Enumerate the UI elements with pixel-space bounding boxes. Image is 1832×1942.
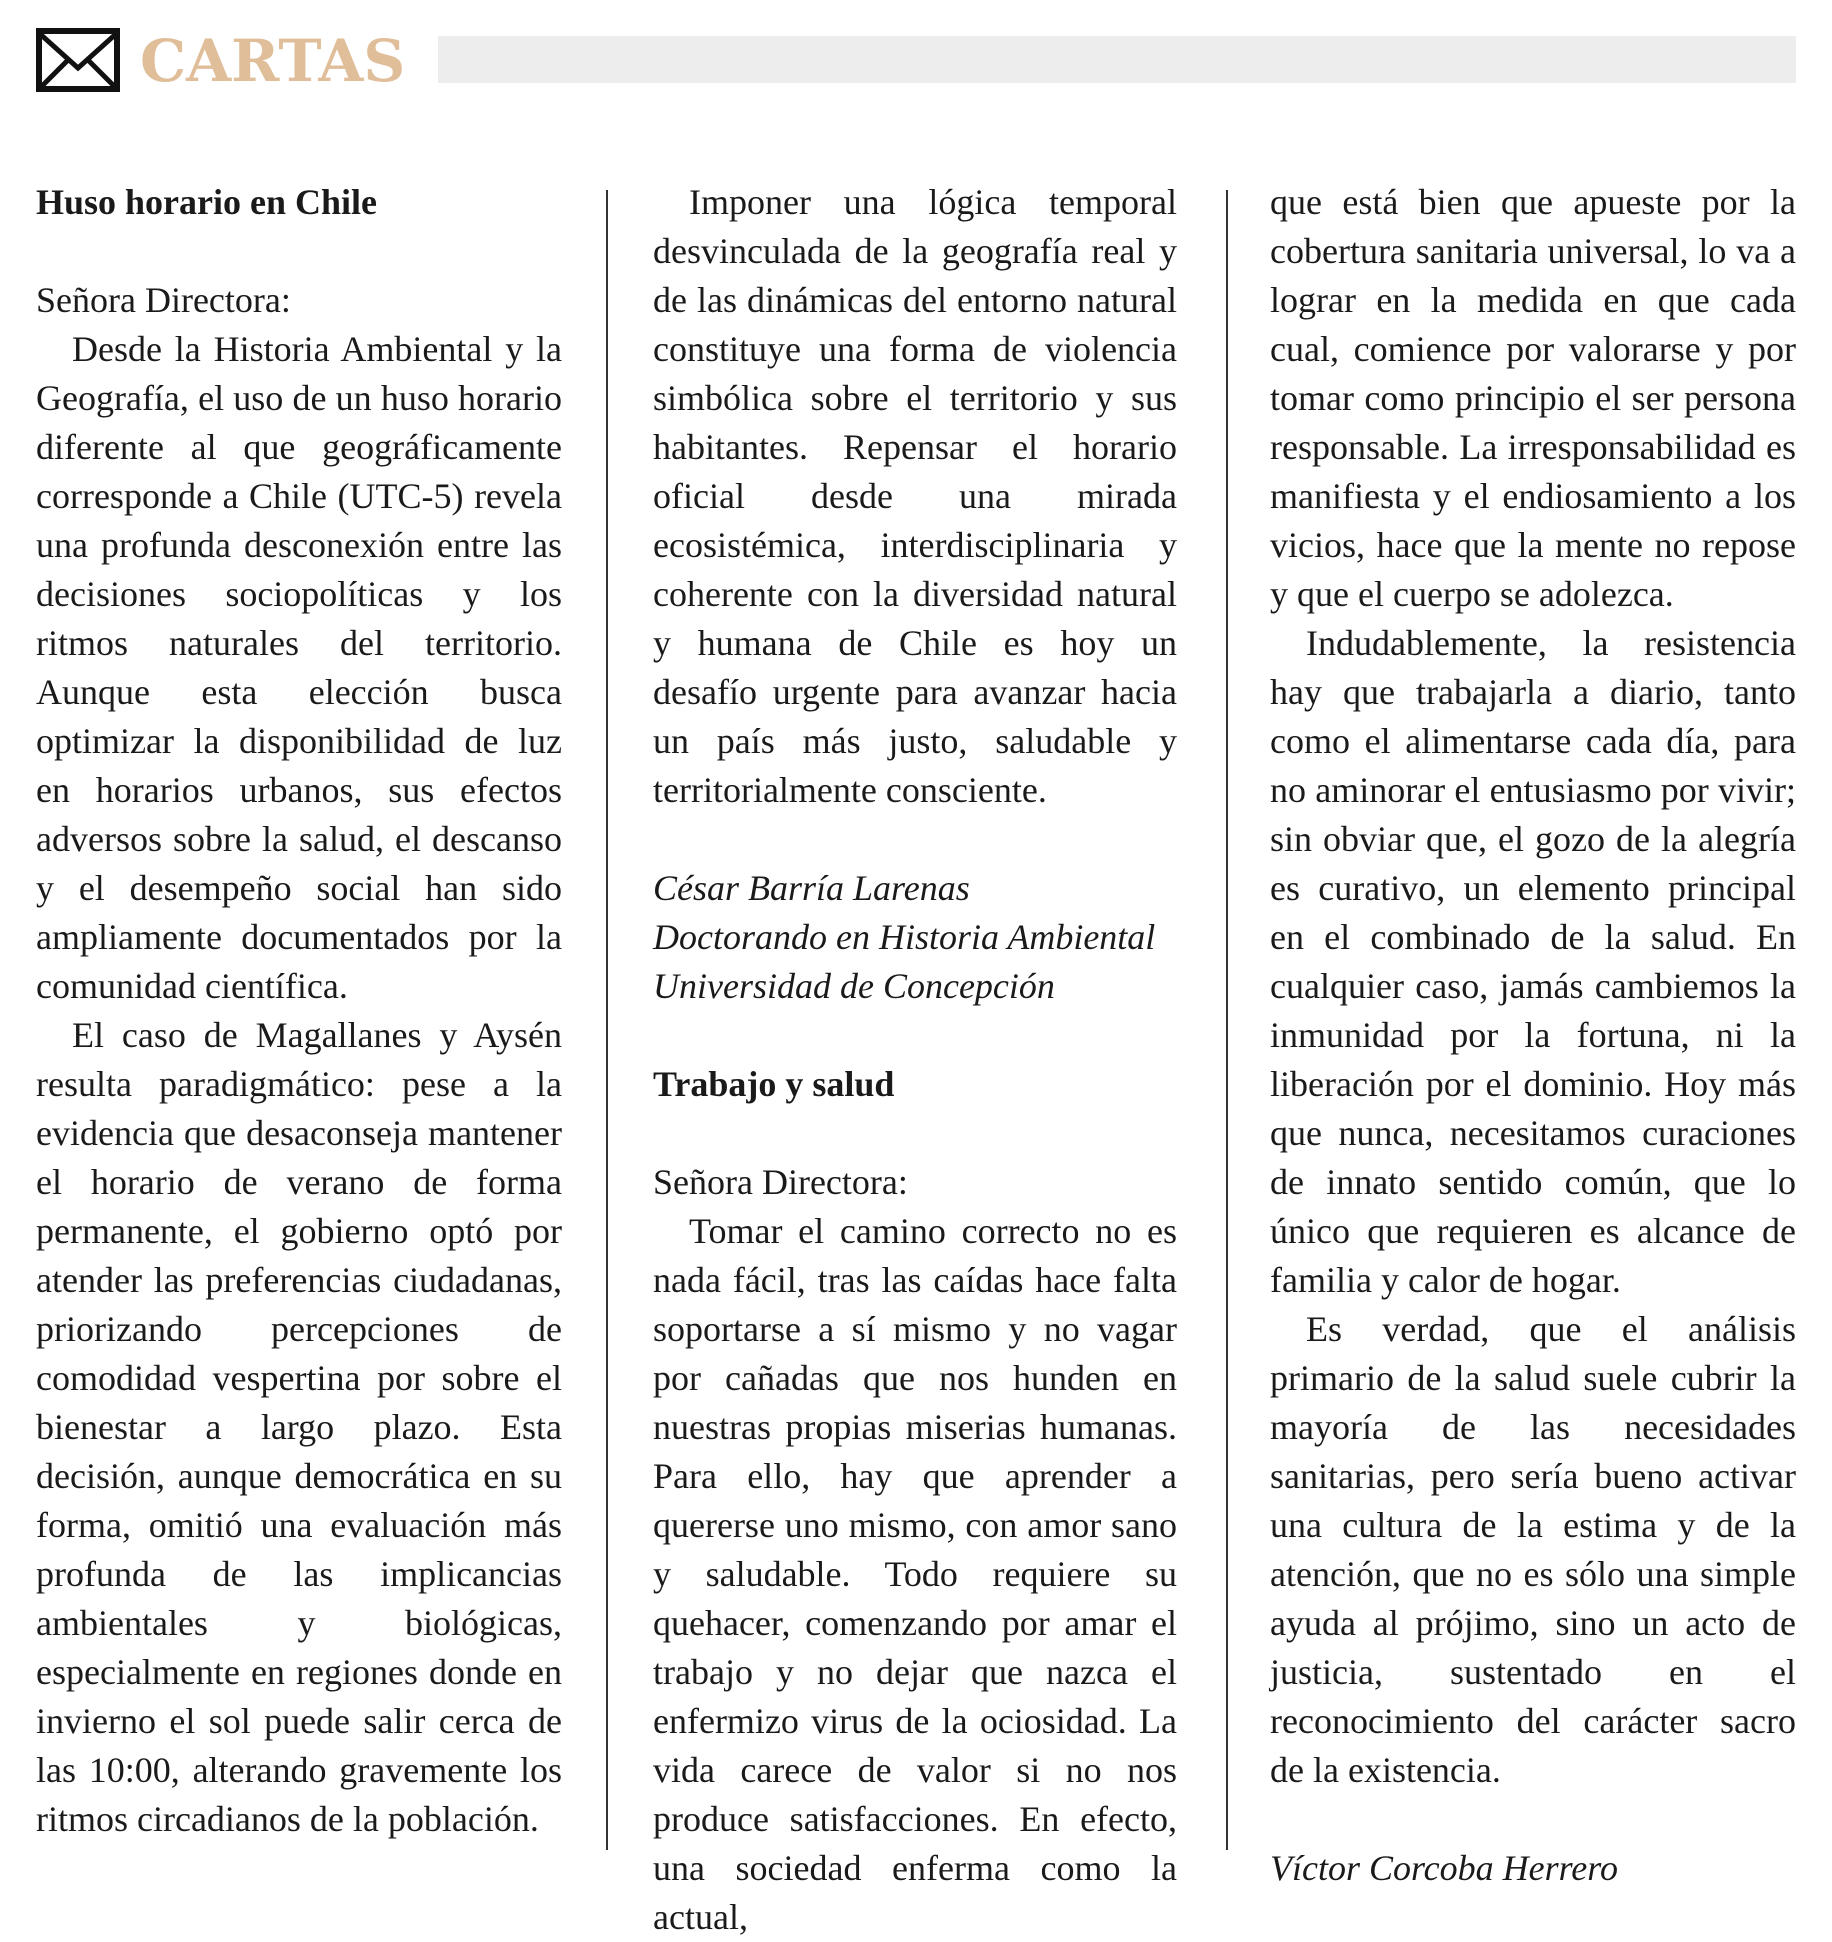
letter-paragraph: Tomar el camino correcto no es nada fácil, tras las caídas hace falta soportarse a sí mismo y no vagar por cañadas que nos hunden en nuestras propias miserias humanas. Para ello, hay que aprender a quererse uno mismo, con amor sano y saludable. Todo requiere su quehacer, comenzando por amar el trabajo y no dejar que nazca el enfermizo virus de la ociosidad. La vida carece de valor si no nos produce satisfacciones. En efecto, una sociedad enferma como la actual, — [653, 1211, 1177, 1937]
signature-institution: Universidad de Concepción — [653, 966, 1055, 1006]
header-bar — [438, 36, 1796, 83]
section-header — [36, 26, 1796, 98]
letter-salutation: Señora Directora: — [653, 1162, 908, 1202]
letter-paragraph: Es verdad, que el análisis primario de la salud suele cubrir la mayoría de las necesidades sanitarias, pero sería bueno activar una cultura de la estima y de la atención, que no es sólo una simple ayuda al prójimo, sino un acto de justicia, sustentado en el reconocimiento del carácter sacro de la existencia. — [1270, 1309, 1796, 1790]
letter-paragraph: Indudablemente, la resistencia hay que trabajarla a diario, tanto como el alimentarse cada día, para no aminorar el entusiasmo por vivir; sin obviar que, el gozo de la alegría es curativo, un elemento principal en el combinado de la salud. En cualquier caso, jamás cambiemos la inmunidad por la fortuna, ni la liberación por el dominio. Hoy más que nunca, necesitamos curaciones de innato sentido común, que lo único que requieren es alcance de familia y calor de hogar. — [1270, 623, 1796, 1300]
column-divider — [606, 190, 608, 1850]
letter-title: Huso horario en Chile — [36, 182, 378, 222]
letter-title: Trabajo y salud — [653, 1064, 895, 1104]
letter-paragraph: Desde la Historia Ambiental y la Geografía, el uso de un huso horario diferente al que geográficamente corresponde a Chile (UTC-5) revela una profunda desconexión entre las decisiones sociopolíticas y los ritmos naturales del territorio. Aunque esta elección busca optimizar la disponibilidad de luz en horarios urbanos, sus efectos adversos sobre la salud, el descanso y el desempeño social han sido ampliamente documentados por la comunidad científica. — [36, 329, 562, 1006]
section-title: CARTAS — [140, 27, 406, 95]
column-2 — [653, 178, 1177, 1942]
letter-paragraph: El caso de Magallanes y Aysén resulta paradigmático: pese a la evidencia que desaconseja mantener el horario de verano de forma permanente, el gobierno optó por atender las preferencias ciudadanas, priorizando percepciones de comodidad vespertina por sobre el bienestar a largo plazo. Esta decisión, aunque democrática en su forma, omitió una evaluación más profunda de las implicancias ambientales y biológicas, especialmente en regiones donde en invierno el sol puede salir cerca de las 10:00, alterando gravemente los ritmos circadianos de la población. — [36, 1015, 562, 1839]
signature-name: Víctor Corcoba Herrero — [1270, 1848, 1618, 1888]
signature-name: César Barría Larenas — [653, 868, 970, 908]
column-divider — [1226, 190, 1228, 1850]
letter-paragraph: que está bien que apueste por la cobertura sanitaria universal, lo va a lograr en la medida en que cada cual, comience por valorarse y por tomar como principio el ser persona responsable. La irresponsabilidad es manifiesta y el endiosamiento a los vicios, hace que la mente no repose y que el cuerpo se adolezca. — [1270, 182, 1796, 614]
column-3 — [1270, 178, 1796, 1893]
signature-role: Doctorando en Historia Ambiental — [653, 917, 1156, 957]
letter-paragraph: Imponer una lógica temporal desvinculada de la geografía real y de las dinámicas del entorno natural constituye una forma de violencia simbólica sobre el territorio y sus habitantes. Repensar el horario oficial desde una mirada ecosistémica, interdisciplinaria y coherente con la diversidad natural y humana de Chile es hoy un desafío urgente para avanzar hacia un país más justo, saludable y territorialmente consciente. — [653, 182, 1177, 810]
letter-signature — [653, 864, 1177, 1011]
envelope-icon — [36, 28, 120, 92]
column-1 — [36, 178, 562, 1844]
letter-salutation: Señora Directora: — [36, 280, 291, 320]
